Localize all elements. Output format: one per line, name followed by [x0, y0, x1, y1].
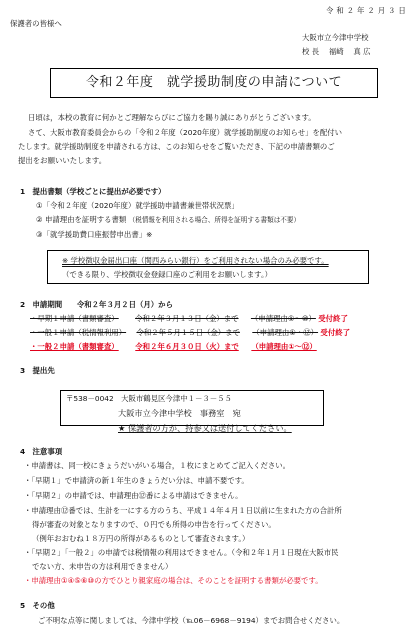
section-1-heading: 1 提出書類（学校ごとに提出が必要です） [20, 187, 166, 196]
note-4-line-1: ・申請理由⑫番では、生計を一にする方のうち、平成１４年４月１日以前に生まれた方の合計所 [24, 506, 342, 515]
intro-line-1: 日頃は，本校の教育に何かとご理解ならびにご協力を賜り誠にありがとうございます。 [28, 113, 316, 122]
recipient: 保護者の皆様へ [10, 19, 62, 28]
section-5-heading: 5 その他 [20, 601, 55, 610]
note-6: ・申請理由①④⑤⑥⑩の方でひとり親家庭の場合は、そのことを証明する書類が必要です。 [24, 576, 323, 585]
title-box [50, 68, 378, 98]
general-1-status: 受付終了 [320, 328, 350, 337]
school-name: 大阪市立今津中学校 [302, 33, 369, 42]
note-3: ・「早期２」の申請では、申請理由⑫番による申請はできません。 [24, 491, 243, 500]
early-1-label: ・早期１申請（書類審査） [30, 314, 119, 323]
intro-line-2: さて、大阪市教育委員会からの「令和２年度（2020年度）就学援助制度のお知らせ」を配付い [28, 128, 343, 137]
note-2: ・「早期１」で申請済の新１年生のきょうだい分は、申請不要です。 [24, 476, 249, 485]
intro-line-4: 提出をお願いいたします。 [18, 156, 107, 165]
general-2-label: ・一般２申請（書類審査） [30, 342, 119, 351]
page-title: 令和２年度 就学援助制度の申請について [85, 75, 343, 91]
bank-account-request: （できる限り、学校徴収金登録口座のご利用をお願いします。） [62, 270, 273, 279]
general-2-deadline: 令和２年６月３０日（火）まで [135, 342, 239, 351]
document-item-2-main: ② 申請理由を証明する書類 [36, 215, 127, 224]
early-1-status: 受付終了 [318, 314, 348, 323]
early-1-reason: （申請理由①～⑩） [250, 314, 316, 323]
application-general-2 [30, 342, 317, 352]
document-item-1: ①「令和２年度（2020年度）就学援助申請書兼世帯状況票」 [36, 201, 239, 210]
bank-account-note-text: ※ 学校徴収金届出口座（関西みらい銀行）をご利用されない場合のみ必要です。 [62, 256, 329, 265]
submission-method-text: ★ 保護者の方が、持参又は送付してください。 [118, 423, 292, 433]
section-3-heading: 3 提出先 [20, 366, 55, 375]
note-4-line-3: （例年おおむね１８万円の所得があるものとして審査されます。） [32, 534, 250, 543]
submission-office: 大阪市立今津中学校 事務室 宛 [118, 408, 241, 418]
section-4-heading: 4 注意事項 [20, 447, 63, 456]
general-1-label: ・一般１申請（税情報利用） [30, 328, 127, 337]
contact-info: ご不明な点等に関しましては、今津中学校（℡06－6968－9194）までお問合せください。 [38, 616, 345, 625]
application-early-1 [30, 314, 348, 324]
note-5-text: ・「早期２」「一般２」の申請では税情報の利用はできません。（令和２年１月１日現在大阪市民 [24, 548, 339, 557]
document-item-2-note: （税情報を利用される場合、所得を証明する書類は不要） [128, 216, 301, 224]
general-1-reason: （申請理由①・⑫） [252, 328, 319, 337]
note-1: ・申請書は、同一校にきょうだいがいる場合，１枚にまとめてご記入ください。 [24, 461, 291, 470]
document-item-3: ③「就学援助費口座振替申出書」※ [36, 230, 153, 239]
bank-account-note [62, 256, 329, 266]
note-4-line-2: 得が審査の対象となりますので、０円でも所得の申告を行ってください。 [32, 520, 276, 529]
note-5-line-1 [24, 548, 339, 558]
submission-method-note [118, 423, 292, 434]
intro-line-3: たします。就学援助制度を申請される方は、このお知らせをご覧いただき、下記の申請書類のご [18, 142, 335, 151]
document-item-2 [36, 215, 300, 225]
note-5-line-2: でない方、未申告の方は利用できません） [32, 562, 173, 571]
submission-address: 〒538－0042 大阪市鶴見区今津中１－３－５５ [66, 394, 232, 403]
date: 令 和 ２ 年 ２ 月 ３ 日 [326, 6, 407, 15]
early-1-deadline: 令和２年３月１３日（金）まで [135, 314, 239, 323]
general-1-deadline: 令和２年５月１５日（金）まで [136, 328, 240, 337]
general-2-reason: （申請理由①～⑫） [251, 342, 317, 351]
principal-name: 校 長 福崎 真 広 [302, 47, 371, 56]
section-2-heading: 2 申請期間 令和２年３月２日（月）から [20, 300, 173, 309]
application-general-1 [30, 328, 350, 338]
